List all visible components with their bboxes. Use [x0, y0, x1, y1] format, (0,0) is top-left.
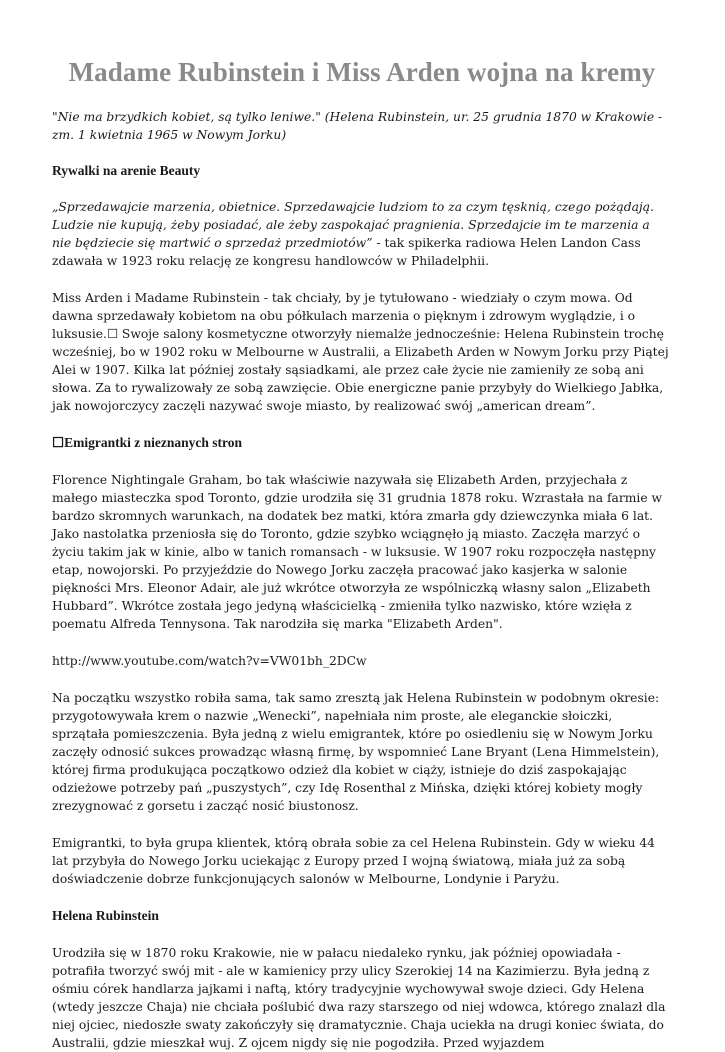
paragraph-4: Na początku wszystko robiła sama, tak samo zresztą jak Helena Rubinstein w podobnym okresie: przygotowywała krem o nazwie „Wenecki”, napełniała nim proste, ale eleganckie słoiczki, sprzątała pomieszczenia. Była jedną z wielu emigrantek, które po osiedleniu się w Nowym Jorku zaczęły odnosić sukces prowadząc własną firmę, by wspomnieć Lane Bryant (Lena Himmelstein), której firma produkująca początkowo odzież dla kobiet w ciąży, istnieje do dziś zaspokajając odzieżowe potrzeby pań „puszystych”, czy Idę Rosenthal z Mińska, dzięki której kobiety mogły zrezygnować z gorsetu i zacząć nosić biustonosz.: [52, 691, 660, 813]
section-heading-emigrantki: ☐Emigrantki z nieznanych stron: [52, 435, 242, 450]
youtube-url[interactable]: http://www.youtube.com/watch?v=VW01bh_2DCw: [52, 654, 367, 668]
page-title: Madame Rubinstein i Miss Arden wojna na kremy: [68, 57, 656, 87]
epigraph: "Nie ma brzydkich kobiet, są tylko leniwe." (Helena Rubinstein, ur. 25 grudnia 1870 w Krakowie - zm. 1 kwietnia 1965 w Nowym Jorku): [52, 110, 663, 142]
paragraph-1-rest: - tak spikerka radiowa Helen Landon Cass zdawała w 1923 roku relację ze kongresu handlowców w Philadelphii.: [52, 236, 641, 268]
section-heading-rywalki: Rywalki na arenie Beauty: [52, 163, 201, 178]
paragraph-1-quote: „Sprzedawajcie marzenia, obietnice. Sprzedawajcie ludziom to za czym tęsknią, czego pożądają. Ludzie nie kupują, żeby posiadać, ale żeby zaspokajać pragnienia. Sprzedajcie im te marzenia a nie będziecie się martwić o sprzedaż przedmiotów”: [52, 200, 654, 250]
paragraph-5: Emigrantki, to była grupa klientek, którą obrała sobie za cel Helena Rubinstein. Gdy w wieku 44 lat przybyła do Nowego Jorku uciekając z Europy przed I wojną światową, miała już za sobą doświadczenie dobrze funkcjonujących salonów w Melbourne, Londynie i Paryżu.: [52, 836, 655, 886]
paragraph-3: Florence Nightingale Graham, bo tak właściwie nazywała się Elizabeth Arden, przyjechała z małego miasteczka spod Toronto, gdzie urodziła się 31 grudnia 1878 roku. Wzrastała na farmie w bardzo skromnych warunkach, na dodatek bez matki, która zmarła gdy dziewczynka miała 6 lat. Jako nastolatka przeniosła się do Toronto, gdzie szybko wciągnęło ją miasto. Zaczęła marzyć o życiu takim jak w kinie, albo w tanich romansach - w luksusie. W 1907 roku rozpoczęła następny etap, nowojorski. Po przyjeździe do Nowego Jorku zaczęła pracować jako kasjerka w salonie piękności Mrs. Eleonor Adair, ale już wkrótce otworzyła ze wspólniczką własny salon „Elizabeth Hubbard”. Wkrótce została jego jedyną właścicielką - zmieniła tylko nazwisko, które wzięła z poematu Alfreda Tennysona. Tak narodziła się marka "Elizabeth Arden".: [52, 473, 663, 631]
paragraph-1: [52, 198, 672, 270]
section-heading-helena: Helena Rubinstein: [52, 908, 159, 923]
paragraph-2: Miss Arden i Madame Rubinstein - tak chciały, by je tytułowano - wiedziały o czym mowa. Od dawna sprzedawały kobietom na obu półkulach marzenia o pięknym i zdrowym wyglądzie, i o luksusie.☐ Swoje salony kosmetyczne otworzyły niemalże jednocześnie: Helena Rubinstein trochę wcześniej, bo w 1902 roku w Melbourne w Australii, a Elizabeth Arden w Nowym Jorku przy Piątej Alei w 1907. Kilka lat później zostały sąsiadkami, ale przez całe życie nie zamieniły ze sobą ani słowa. Za to rywalizowały ze sobą zawzięcie. Obie energiczne panie przybyły do Wielkiego Jabłka, jak nowojorczycy zaczęli nazywać swoje miasto, by realizować swój „american dream”.: [52, 291, 669, 413]
paragraph-6: Urodziła się w 1870 roku Krakowie, nie w pałacu niedaleko rynku, jak później opowiadała - potrafiła tworzyć swój mit - ale w kamienicy przy ulicy Szerokiej 14 na Kazimierzu. Była jedną z ośmiu córek handlarza jajkami i naftą, który tradycyjnie wychowywał swoje dzieci. Gdy Helena (wtedy jeszcze Chaja) nie chciała poślubić dwa razy starszego od niej wdowca, którego znalazł dla niej ojciec, niedoszłe swaty zakończyły się dramatycznie. Chaja uciekła na drugi koniec świata, do Australii, gdzie mieszkał wuj. Z ojcem nigdy się nie pogodziła. Przed wyjazdem: [52, 946, 666, 1050]
